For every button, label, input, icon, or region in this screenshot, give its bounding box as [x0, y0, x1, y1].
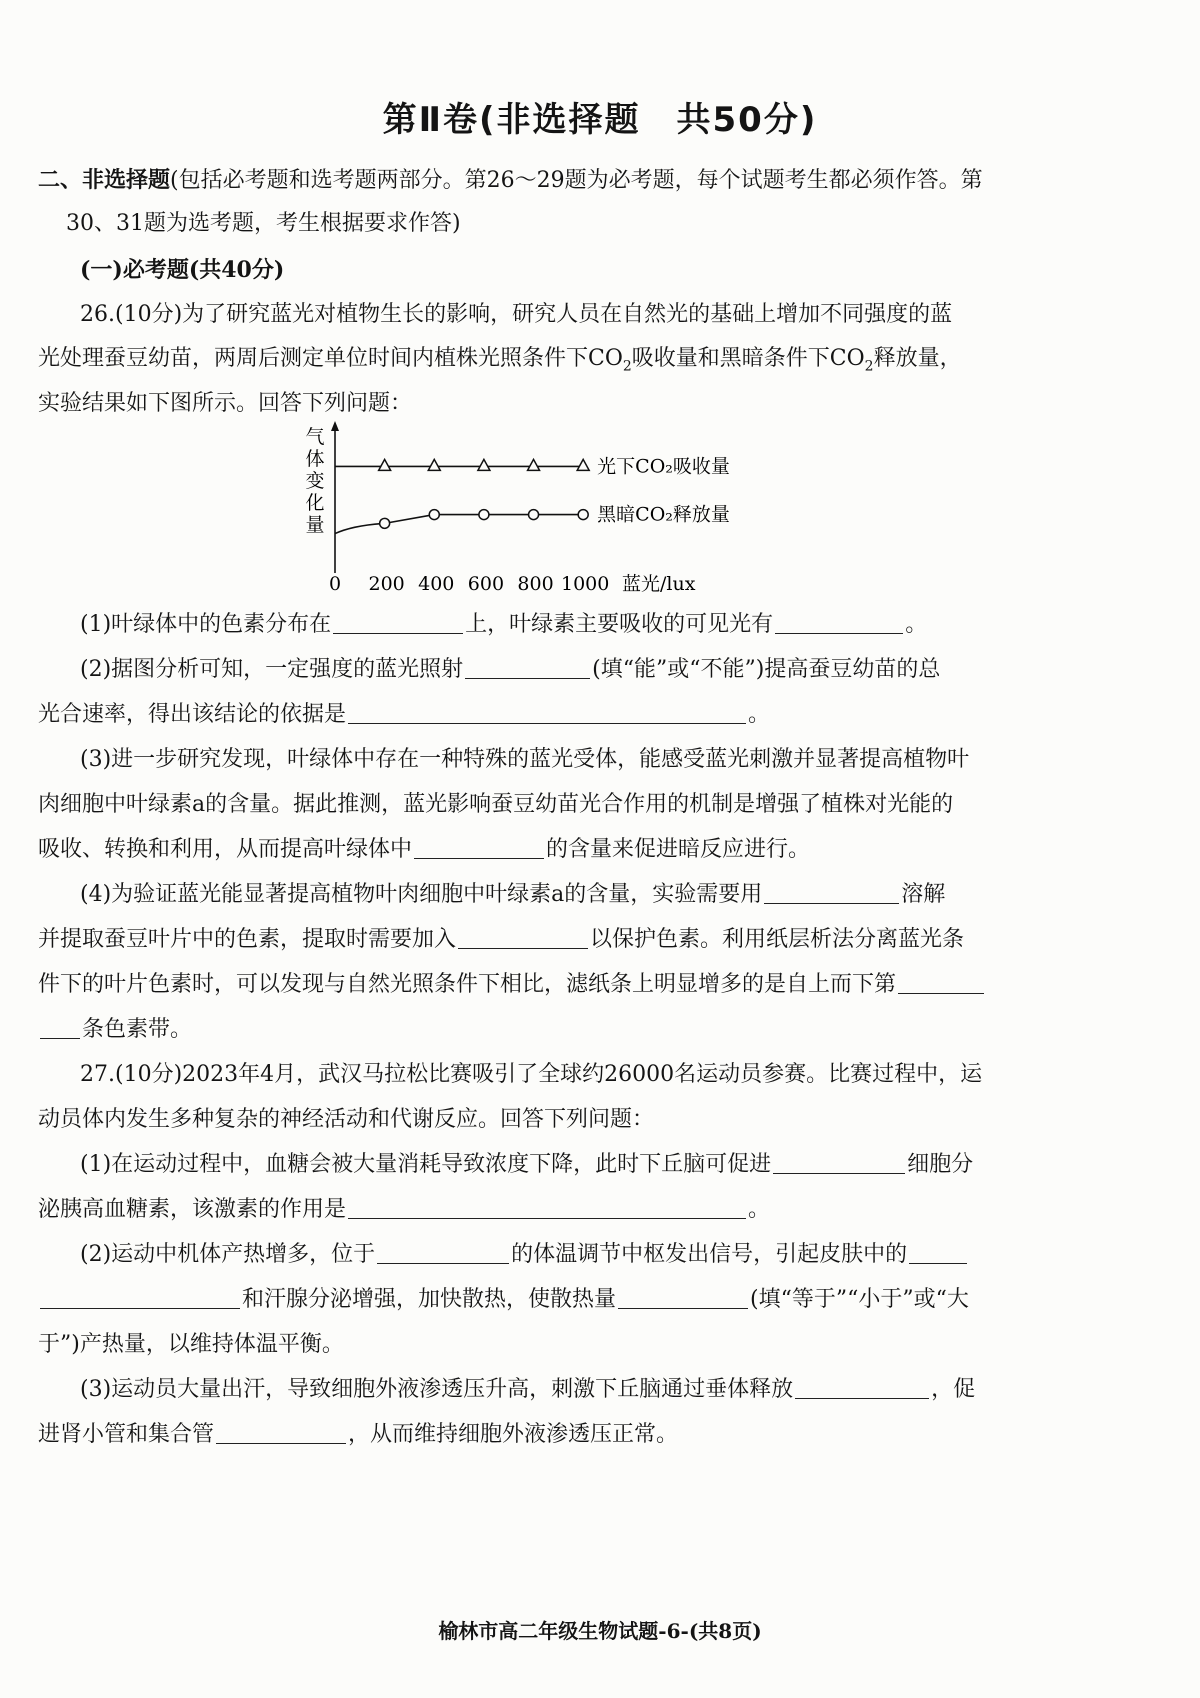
answer-blank[interactable]: [465, 656, 590, 679]
q27-sub1-line2: [38, 1195, 770, 1225]
series-label: 黑暗CO₂释放量: [597, 503, 730, 526]
q26-sub2-line2: [38, 700, 770, 730]
data-point-circle: [380, 518, 390, 528]
q27-s2-text-d: (填“等于”“小于”或“大: [750, 1287, 969, 1312]
y-axis-label: 气体变化量: [305, 426, 325, 536]
q26-stem-1: 26.(10分)为了研究蓝光对植物生长的影响，研究人员在自然光的基础上增加不同强度的蓝: [80, 302, 953, 327]
answer-blank[interactable]: [40, 1286, 240, 1309]
answer-blank[interactable]: [216, 1421, 346, 1444]
q26-stem-2: 光处理蚕豆幼苗，两周后测定单位时间内植株光照条件下$CO_2$吸收量和黑暗条件下$CO_2$释放量，: [38, 346, 962, 375]
data-point-triangle: [379, 459, 391, 470]
q26-sub4-line3: [38, 970, 986, 1000]
q26-s4-text-b: 溶解: [901, 882, 946, 907]
answer-blank[interactable]: [618, 1286, 748, 1309]
q26-s1-text-c: 。: [905, 612, 928, 637]
part2-intro-line1: [38, 165, 983, 196]
q26-stem-2a: 光处理蚕豆幼苗，两周后测定单位时间内植株光照条件下CO: [38, 346, 623, 371]
answer-blank[interactable]: [898, 971, 984, 994]
q27-stem-1: 27.(10分)2023年4月，武汉马拉松比赛吸引了全球约26000名运动员参赛。比赛过程中，运: [80, 1062, 983, 1087]
q26-s4-text-c: 并提取蚕豆叶片中的色素，提取时需要加入: [38, 927, 457, 952]
data-point-triangle: [478, 459, 490, 470]
answer-blank[interactable]: [775, 611, 903, 634]
q26-sub3-line3: [38, 835, 810, 865]
x-tick-label: 1000: [561, 573, 610, 595]
q27-sub1-line1: [80, 1150, 973, 1180]
y-axis-arrow: [331, 421, 339, 431]
x-tick-label: 400: [418, 573, 455, 595]
q27-s2-text-a: (2)运动中机体产热增多，位于: [80, 1242, 376, 1267]
section-title: 第Ⅱ卷(非选择题 共50分): [382, 100, 818, 140]
answer-blank[interactable]: [909, 1241, 967, 1264]
q26-s4-text-a: (4)为验证蓝光能显著提高植物叶肉细胞中叶绿素a的含量，实验需要用: [80, 882, 763, 907]
q26-s1-text-b: 上，叶绿素主要吸收的可见光有: [465, 612, 774, 637]
q26-stem-2b: 吸收量和黑暗条件下CO: [631, 346, 865, 371]
answer-blank[interactable]: [377, 1241, 509, 1264]
q26-s2-text-a: (2)据图分析可知，一定强度的蓝光照射: [80, 657, 464, 682]
answer-blank[interactable]: [348, 1196, 746, 1219]
answer-blank[interactable]: [414, 836, 544, 859]
q26-sub2-line1: [80, 655, 940, 685]
q26-sub3-line2: 肉细胞中叶绿素a的含量。据此推测，蓝光影响蚕豆幼苗光合作用的机制是增强了植株对光能的: [38, 792, 954, 817]
q26-s2-text-d: 。: [748, 702, 771, 727]
q27-s1-text-b: 细胞分: [907, 1152, 974, 1177]
x-tick-label: 200: [368, 573, 405, 595]
chart-xlabel: 蓝光/lux: [622, 573, 696, 595]
q26-s4-text-f: 条色素带。: [82, 1017, 193, 1042]
q26-s2-text-c: 光合速率，得出该结论的依据是: [38, 702, 347, 727]
q26-sub4-line1: [80, 880, 945, 910]
data-point-circle: [578, 510, 588, 520]
answer-blank[interactable]: [795, 1376, 929, 1399]
series-label: 光下CO₂吸收量: [597, 455, 730, 478]
answer-blank[interactable]: [348, 701, 746, 724]
data-point-triangle: [428, 459, 440, 470]
q27-sub3-line1: [80, 1375, 975, 1405]
q26-s2-text-b: (填“能”或“不能”)提高蚕豆幼苗的总: [592, 657, 941, 682]
q26-sub4-line2: [38, 925, 964, 955]
part2-heading: 二、非选择题: [38, 167, 171, 193]
q27-s2-text-c: 和汗腺分泌增强，加快散热，使散热量: [242, 1287, 617, 1312]
answer-blank[interactable]: [333, 611, 463, 634]
answer-blank[interactable]: [773, 1151, 905, 1174]
q27-s3-text-b: ，促: [931, 1377, 976, 1402]
answer-blank[interactable]: [458, 926, 588, 949]
answer-blank[interactable]: [764, 881, 899, 904]
q27-s1-text-d: 。: [748, 1197, 771, 1222]
q27-sub2-line1: [80, 1240, 969, 1270]
part2-intro-a: (包括必考题和选考题两部分。第26～29题为必考题，每个试题考生都必须作答。第: [170, 168, 983, 193]
data-point-circle: [529, 510, 539, 520]
q27-stem-2: 动员体内发生多种复杂的神经活动和代谢反应。回答下列问题：: [38, 1107, 655, 1132]
required-heading: (一)必考题(共40分): [80, 257, 285, 283]
q27-s3-text-c: 进肾小管和集合管: [38, 1422, 215, 1447]
x-tick-label: 600: [467, 573, 505, 595]
data-point-circle: [479, 510, 489, 520]
part2-intro-line2: 30、31题为选考题，考生根据要求作答): [66, 211, 461, 236]
series-line: [335, 515, 583, 534]
q27-sub2-line3: 于”)产热量，以维持体温平衡。: [38, 1332, 344, 1357]
q26-stem-3: 实验结果如下图所示。回答下列问题：: [38, 391, 413, 416]
q27-s2-text-b: 的体温调节中枢发出信号，引起皮肤中的: [511, 1242, 908, 1267]
data-point-triangle: [528, 459, 540, 470]
q26-sub1: [80, 610, 927, 640]
answer-blank[interactable]: [40, 1016, 80, 1039]
q26-s3-text-d: 的含量来促进暗反应进行。: [546, 837, 811, 862]
q27-sub3-line2: [38, 1420, 678, 1450]
q27-s1-text-a: (1)在运动过程中，血糖会被大量消耗导致浓度下降，此时下丘脑可促进: [80, 1152, 772, 1177]
data-point-triangle: [577, 459, 589, 470]
chart-legend: [597, 455, 730, 525]
chart-series: [335, 459, 589, 533]
q27-s3-text-d: ，从而维持细胞外液渗透压正常。: [348, 1422, 679, 1447]
q26-s4-text-e: 件下的叶片色素时，可以发现与自然光照条件下相比，滤纸条上明显增多的是自上而下第: [38, 972, 897, 997]
q26-stem-2c: 释放量，: [873, 346, 962, 371]
data-point-circle: [429, 510, 439, 520]
q26-sub4-line4: [38, 1015, 192, 1045]
q27-s3-text-a: (3)运动员大量出汗，导致细胞外液渗透压升高，刺激下丘脑通过垂体释放: [80, 1377, 794, 1402]
q27-s1-text-c: 泌胰高血糖素，该激素的作用是: [38, 1197, 347, 1222]
page-footer: 榆林市高二年级生物试题-6-(共8页): [438, 1619, 762, 1643]
chart-ylabel: [305, 426, 324, 536]
blue-light-chart: [290, 415, 740, 605]
q26-s1-text-a: (1)叶绿体中的色素分布在: [80, 612, 332, 637]
q26-sub3-line1: (3)进一步研究发现，叶绿体中存在一种特殊的蓝光受体，能感受蓝光刺激并显著提高植物叶: [80, 747, 970, 772]
q26-s3-text-c: 吸收、转换和利用，从而提高叶绿体中: [38, 837, 413, 862]
q27-sub2-line2: [38, 1285, 969, 1315]
x-tick-label: 0: [328, 573, 342, 595]
chart-x-ticks: [329, 573, 609, 595]
q26-s4-text-d: 以保护色素。利用纸层析法分离蓝光条: [590, 927, 965, 952]
x-tick-label: 800: [517, 573, 554, 595]
